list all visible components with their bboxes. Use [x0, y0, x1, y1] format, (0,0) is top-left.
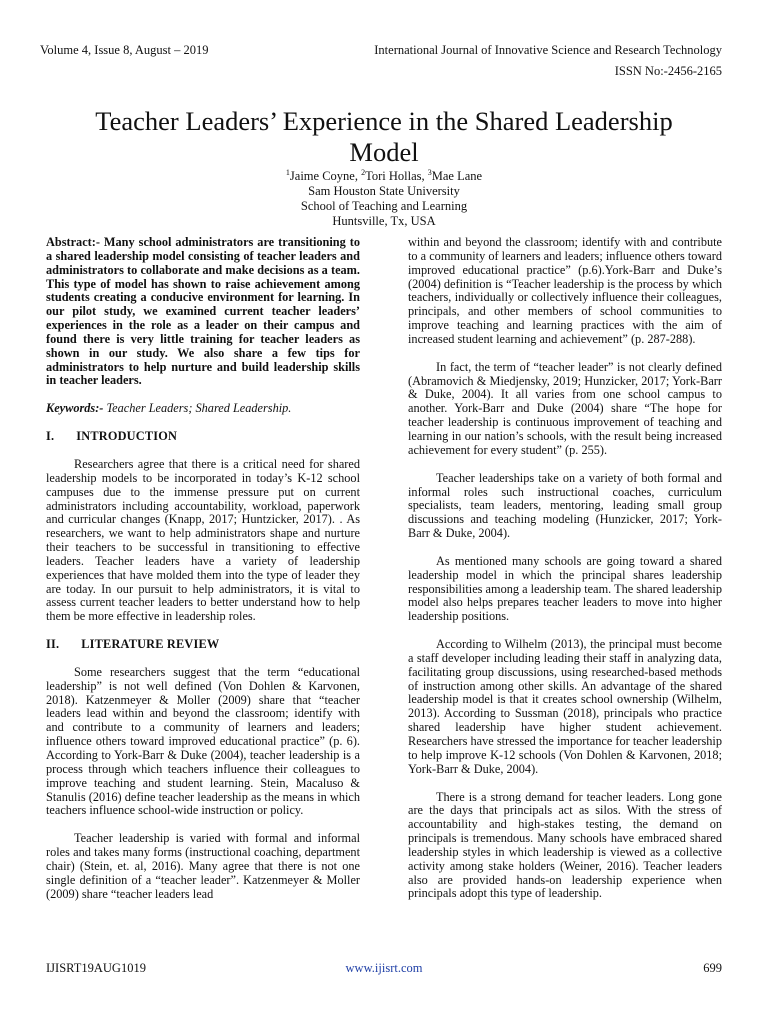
section-number: I. — [46, 429, 55, 444]
author-3-affil-num: 3 — [427, 168, 432, 177]
author-names — [100, 165, 668, 184]
right-column — [408, 236, 722, 901]
paper-title: Teacher Leaders’ Experience in the Shared Leadership Model — [95, 105, 673, 167]
author-2-name: Tori Hollas, — [365, 169, 428, 184]
author-1-affil-num: 1 — [285, 168, 290, 177]
left-column — [46, 236, 360, 901]
footer-paper-code: IJISRT19AUG1019 — [46, 961, 146, 975]
section-title: LITERATURE REVIEW — [81, 637, 220, 652]
header-issn: ISSN No:-2456-2165 — [614, 64, 722, 78]
paragraph-right-4: As mentioned many schools are going toward a shared leadership model in which the principal shares leadership responsibilities among a leadership team. The shared leadership model also helps prepares teacher leaders to move into higher leadership positions. — [408, 553, 722, 624]
keywords-label: Keywords:- — [46, 401, 104, 416]
affiliation-university: Sam Houston State University — [308, 184, 460, 199]
abstract: Abstract:- Many school administrators are transitioning to a shared leadership model consisting of teacher leaders and administrators to collaborate and make decisions as a team. This type of model has shown to raise achievement among students creating a conducive environment for learning. In our pilot study, we examined current teacher leaders’ experiences in the role as a leader on their campus and found there is very little training for teacher leaders as shown in our study. We also share a few tips for administrators to help nurture and build leadership skills in teacher leaders. — [46, 235, 360, 388]
author-2-affil-num: 2 — [361, 168, 366, 177]
author-1-name: Jaime Coyne, — [289, 169, 362, 184]
header-journal-name: International Journal of Innovative Science and Research Technology — [374, 43, 722, 57]
affiliation-location: Huntsville, Tx, USA — [332, 214, 436, 229]
author-block — [100, 165, 668, 229]
header-volume: Volume 4, Issue 8, August – 2019 — [40, 43, 209, 57]
keywords — [46, 402, 360, 416]
section-number: II. — [46, 637, 60, 652]
section-title: INTRODUCTION — [76, 429, 178, 444]
author-3-name: Mae Lane — [431, 169, 483, 184]
paragraph-right-3: Teacher leaderships take on a variety of both formal and informal roles such instructional coaches, curriculum specialists, team leaders, mentoring, leading small group discussions and teaching modeling (Hunzicker, 2017; York-Barr & Duke, 2004). — [408, 470, 722, 541]
keywords-text: Teacher Leaders; Shared Leadership. — [103, 401, 292, 416]
paragraph-right-6: There is a strong demand for teacher leaders. Long gone are the days that principals act as silos. With the stress of accountability and high-stakes testing, the demand on principals is tremendous. Many schools have embraced shared leadership styles in which leadership is viewed as a collective activity among stake holders (Weiner, 2016). Teacher leaders also are provided hands-on leadership experience when principals adopt this type of leadership. — [408, 789, 722, 901]
paragraph-literature-1: Some researchers suggest that the term “educational leadership” is not well defined (Von Dohlen & Karvonen, 2018). Katzenmeyer & Moller (2009) share that “teacher leaders lead within and beyond the classroom; identify with and contribute to a community of learners and leaders; influence others toward improved educational practice” (p. 6). According to York-Barr & Duke (2004), teacher leadership is a process through which teachers influence their colleagues to improve teaching and student learning. Stein, Macaluso & Stanulis (2016) define teacher leadership as the means in which teachers influence school-wide instruction or policy. — [46, 664, 360, 818]
paragraph-right-5: According to Wilhelm (2013), the principal must become a staff developer including leading their staff in analyzing data, facilitating group discussions, using researched-based methods of instruction among other skills. An advantage of the shared leadership model is that it creates school ownership (Wilhelm, 2013). According to Sussman (2018), principals who practice shared leadership have higher student achievement. Researchers have stressed the importance for teacher leadership to help improve K-12 schools (Von Dohlen & Karvonen, 2018; York-Barr & Duke, 2004). — [408, 637, 722, 776]
paragraph-introduction: Researchers agree that there is a critical need for shared leadership models to be incorporated in today’s K-12 school campuses due to the immense pressure put on current administrators including accountability, workload, paperwork and curricular changes (Knapp, 2017; Huntzicker, 2017). . As researchers, we want to help administrators shape and nurture their teachers to be successful in transitioning to effective leaders. Teacher leaders have a variety of leadership experiences that have molded them into the type of leader they are today. In our pursuit to help administrators, it is vital to assess current teacher leaders to better understand how to help them be more effective in leadership roles. — [46, 456, 360, 624]
section-heading-introduction — [46, 430, 360, 444]
paragraph-right-2: In fact, the term of “teacher leader” is not clearly defined (Abramovich & Miedjensky, 2019; Hunzicker, 2017; York-Barr & Duke, 2004). It all varies from one school campus to another. York-Barr and Duke (2004) share “The hope for teacher leadership is continuous improvement of teaching and learning in our nation’s schools, with the result being increased achievement for every student” (p. 255). — [408, 359, 722, 457]
footer-website-link[interactable]: www.ijisrt.com — [345, 961, 423, 975]
paragraph-right-1: within and beyond the classroom; identify with and contribute to a community of learners and leaders; influence others toward improved educational practice” (p.6).York-Barr and Duke’s (2004) definition is “Teacher leadership is the process by which teachers, individually or collectively influence their colleagues, principals, and other members of school communities to improve teaching and learning practices with the aim of increased student learning and achievement” (p. 287-288). — [408, 235, 722, 346]
footer-page-number: 699 — [703, 961, 722, 975]
section-heading-literature-review — [46, 638, 360, 652]
affiliation-school: School of Teaching and Learning — [300, 199, 468, 214]
paragraph-literature-2: Teacher leadership is varied with formal and informal roles and takes many forms (instructional coaching, department chair) (Stein, et. al, 2016). Many agree that there is not one single definition of a “teacher leader”. Katzenmeyer & Moller (2009) share “teacher leaders lead — [46, 831, 360, 901]
